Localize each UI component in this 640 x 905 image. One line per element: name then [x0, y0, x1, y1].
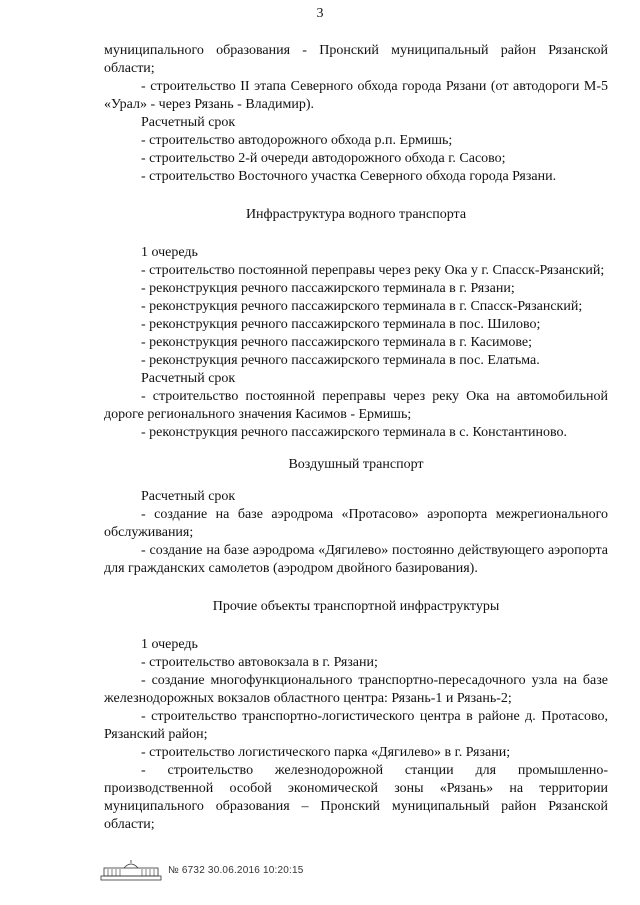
- paragraph: муниципального образования - Пронский муниципальный район Рязанской области;: [104, 43, 608, 76]
- paragraph: - создание на базе аэродрома «Дягилево» постоянно действующего аэропорта для гражданских самолетов (аэродром двойного базирования).: [104, 543, 608, 576]
- paragraph: - строительство железнодорожной станции для промышленно-производственной особой экономической зоны «Рязань» на территории муниципального образования – Пронский муниципальный район Рязанской области;: [104, 763, 608, 832]
- paragraph: - строительство логистического парка «Дягилево» в г. Рязани;: [141, 745, 511, 760]
- section-heading-other: Прочие объекты транспортной инфраструктуры: [212, 599, 500, 614]
- paragraph: - реконструкция речного пассажирского терминала в г. Рязани;: [141, 281, 515, 296]
- paragraph: - создание многофункционального транспортно-пересадочного узла на базе железнодорожных вокзалов областного центра: Рязань-1 и Рязань-2;: [104, 673, 608, 706]
- paragraph: - строительство II этапа Северного обхода города Рязани (от автодороги М-5 «Урал» - через Рязань - Владимир).: [104, 79, 608, 112]
- stamp-text: № 6732 30.06.2016 10:20:15: [168, 864, 304, 876]
- paragraph: - реконструкция речного пассажирского терминала в с. Константиново.: [141, 425, 567, 440]
- paragraph: - создание на базе аэродрома «Протасово» аэропорта межрегионального обслуживания;: [104, 507, 608, 540]
- paragraph: - строительство постоянной переправы через реку Ока на автомобильной дороге регионального значения Касимов - Ермишь;: [104, 389, 608, 422]
- paragraph: - строительство Восточного участка Северного обхода города Рязани.: [141, 169, 557, 184]
- paragraph: - строительство 2-й очереди автодорожного обхода г. Сасово;: [141, 151, 506, 166]
- paragraph: - строительство транспортно-логистического центра в районе д. Протасово, Рязанский район;: [104, 709, 608, 742]
- paragraph: - реконструкция речного пассажирского терминала в пос. Шилово;: [141, 317, 541, 332]
- section-heading-water: Инфраструктура водного транспорта: [245, 207, 467, 222]
- page-number: 3: [316, 6, 324, 21]
- paragraph: 1 очередь: [141, 245, 198, 260]
- paragraph: - реконструкция речного пассажирского терминала в пос. Елатьма.: [141, 353, 540, 368]
- section-heading-air: Воздушный транспорт: [288, 457, 424, 472]
- document-body: [104, 42, 608, 834]
- paragraph: - реконструкция речного пассажирского терминала в г. Спасск-Рязанский;: [141, 299, 583, 314]
- paragraph: - строительство автовокзала в г. Рязани;: [141, 655, 378, 670]
- paragraph: Расчетный срок: [141, 115, 236, 130]
- paragraph: - реконструкция речного пассажирского терминала в г. Касимове;: [141, 335, 533, 350]
- paragraph: 1 очередь: [141, 637, 198, 652]
- paragraph: - строительство автодорожного обхода р.п. Ермишь;: [141, 133, 453, 148]
- paragraph: Расчетный срок: [141, 489, 236, 504]
- paragraph: Расчетный срок: [141, 371, 236, 386]
- government-building-logo: [100, 859, 162, 881]
- paragraph: - строительство постоянной переправы через реку Ока у г. Спасск-Рязанский;: [141, 263, 605, 278]
- registration-stamp: [100, 858, 500, 882]
